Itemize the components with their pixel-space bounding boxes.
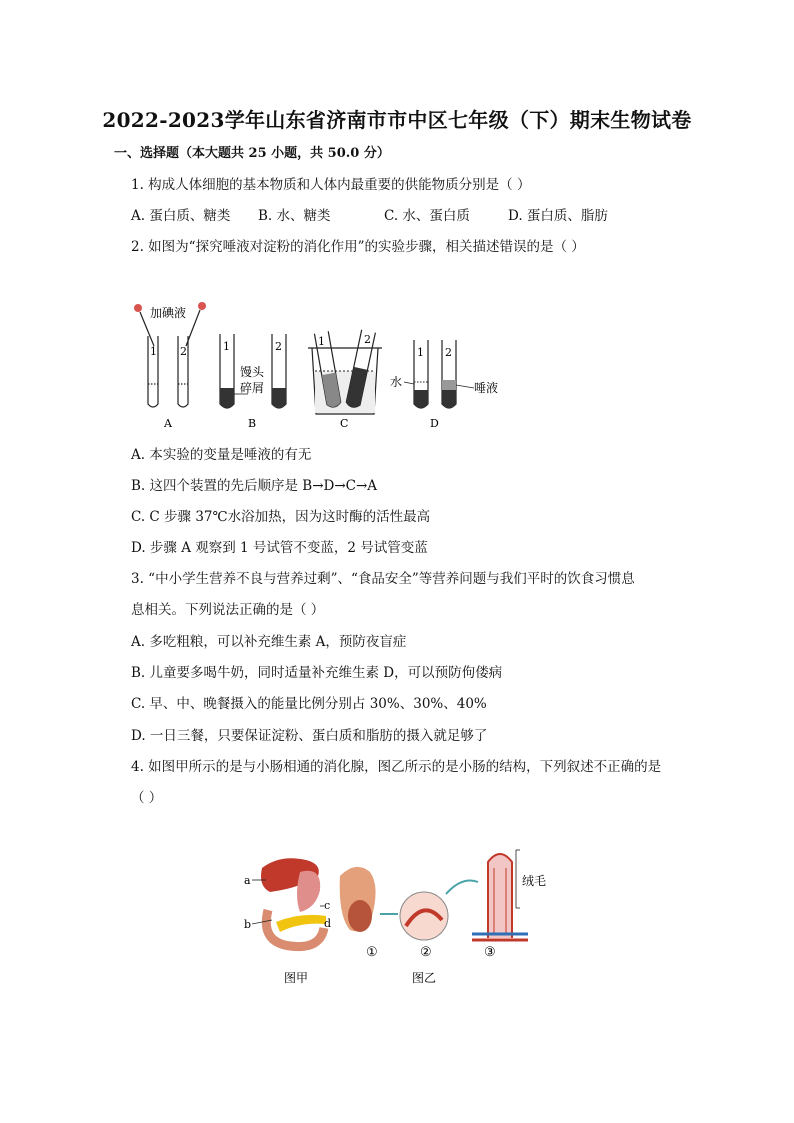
q4-digestive-figure	[240, 846, 560, 986]
caption-yi: 图乙	[412, 971, 437, 985]
q1-option-b: B. 水、糖类	[258, 208, 331, 224]
stomach-shape	[297, 871, 320, 912]
fig-num-1: ①	[366, 945, 378, 960]
q3-option-a: A. 多吃粗粮，可以补充维生素 A，预防夜盲症	[131, 634, 407, 650]
q3-stem-line-1: 3. “中小学生营养不良与营养过剩”、“食品安全”等营养问题与我们平时的饮食习惯息	[131, 571, 635, 587]
q1-option-c: C. 水、蛋白质	[384, 208, 470, 224]
tube-a2: 2	[180, 345, 187, 358]
villi-shape	[488, 854, 512, 938]
label-villi: 绒毛	[522, 874, 547, 888]
fig-label-b: b	[244, 918, 252, 931]
label-saliva: 唾液	[474, 381, 499, 395]
q2-option-a: A. 本实验的变量是唾液的有无	[131, 447, 312, 463]
q3-option-b: B. 儿童要多喝牛奶，同时适量补充维生素 D，可以预防佝偻病	[131, 665, 503, 681]
label-bread-2: 碎屑	[240, 381, 265, 395]
caption-jia: 图甲	[284, 971, 309, 985]
tube-c2: 2	[364, 333, 371, 346]
tube-b1: 1	[223, 340, 230, 353]
q2-experiment-figure	[128, 296, 508, 432]
q1-stem: 1. 构成人体细胞的基本物质和人体内最重要的供能物质分别是（ ）	[131, 177, 531, 193]
fig-num-3: ③	[484, 945, 496, 960]
fig-num-2: ②	[420, 945, 432, 960]
label-water: 水	[390, 375, 403, 389]
label-c: C	[340, 417, 349, 430]
pancreas-shape	[276, 915, 326, 932]
q2-stem: 2. 如图为“探究唾液对淀粉的消化作用”的实验步骤，相关描述错误的是（ ）	[131, 239, 585, 255]
q1-option-d: D. 蛋白质、脂肪	[508, 208, 608, 224]
label-d: D	[430, 417, 439, 430]
label-b: B	[248, 417, 257, 430]
q3-option-c: C. 早、中、晚餐摄入的能量比例分别占 30%、30%、40%	[131, 696, 487, 712]
fig-label-a: a	[244, 874, 251, 887]
label-a: A	[164, 417, 172, 430]
q3-option-d: D. 一日三餐，只要保证淀粉、蛋白质和脂肪的摄入就足够了	[131, 728, 488, 744]
section-heading: 一、选择题（本大题共 25 小题，共 50.0 分）	[114, 146, 390, 161]
q4-stem-line-1: 4. 如图甲所示的是与小肠相通的消化腺，图乙所示的是小肠的结构，下列叙述不正确的是	[131, 759, 662, 775]
tube-c1: 1	[318, 335, 325, 348]
tube-d1: 1	[417, 346, 424, 359]
q3-stem-line-2: 息相关。下列说法正确的是（ ）	[131, 602, 325, 618]
tube-d2: 2	[445, 346, 452, 359]
q2-option-d: D. 步骤 A 观察到 1 号试管不变蓝，2 号试管变蓝	[131, 540, 428, 556]
q1-option-a: A. 蛋白质、糖类	[131, 208, 231, 224]
fig-label-d: d	[324, 917, 332, 930]
fig-label-c: c	[324, 899, 331, 912]
q2-option-c: C. C 步骤 37℃水浴加热，因为这时酶的活性最高	[131, 509, 431, 525]
label-bread-1: 馒头	[240, 365, 265, 379]
q2-option-b: B. 这四个装置的先后顺序是 B→D→C→A	[131, 478, 378, 494]
tube-b2: 2	[275, 340, 282, 353]
tube-a1: 1	[150, 345, 157, 358]
label-iodine: 加碘液	[150, 306, 187, 320]
q4-stem-line-2: （ ）	[131, 790, 163, 806]
page-title: 2022-2023学年山东省济南市市中区七年级（下）期末生物试卷	[102, 108, 692, 132]
